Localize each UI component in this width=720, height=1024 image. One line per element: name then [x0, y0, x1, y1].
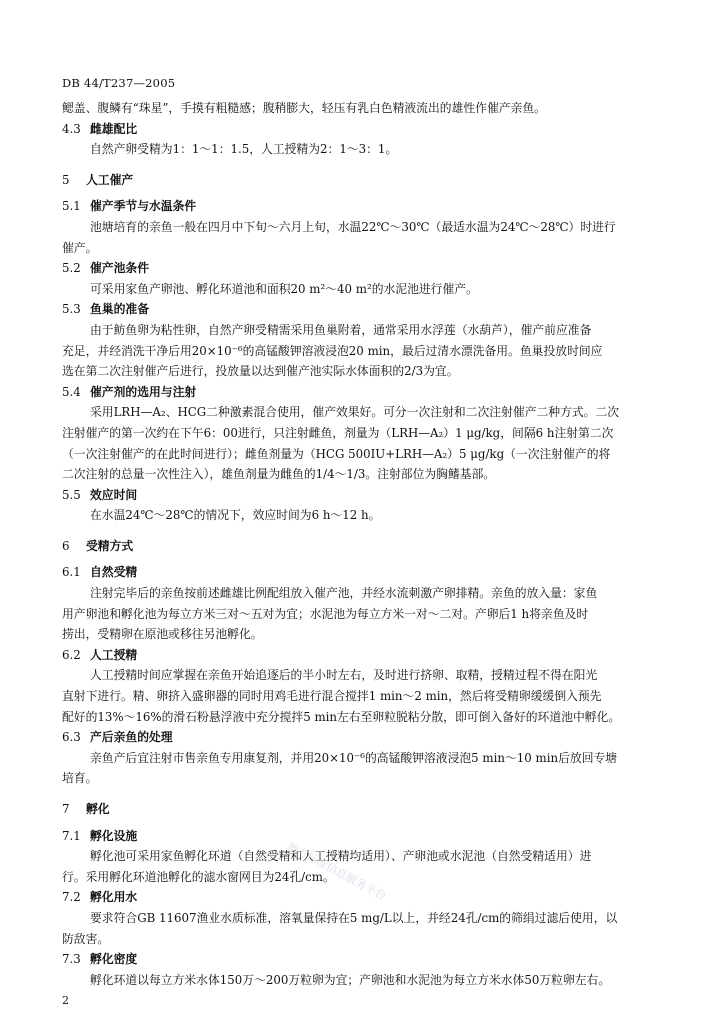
text-line: 行。采用孵化环道池孵化的滤水窗网目为24孔/cm。	[62, 869, 335, 884]
text-line: 培育。	[62, 771, 98, 786]
section-6-1-heading: 6.1 自然受精	[62, 565, 138, 580]
section-6-heading: 6 受精方式	[62, 538, 134, 553]
text-line: 催产。	[62, 240, 98, 255]
section-7-1-heading: 7.1 孵化设施	[62, 828, 138, 843]
text-line: 由于鲂鱼卵为粘性卵，自然产卵受精需采用鱼巢附着，通常采用水浮莲（水葫芦），催产前应准备	[90, 322, 592, 337]
section-7-2-heading: 7.2 孵化用水	[62, 890, 138, 905]
text-line: 捞出，受精卵在原池或移往另池孵化。	[62, 627, 263, 642]
text-line: 可采用家鱼产卵池、孵化环道池和面积20 m²～40 m²的水泥池进行催产。	[90, 281, 478, 296]
section-6-3-heading: 6.3 产后亲鱼的处理	[62, 730, 173, 745]
text-line: 池塘培育的亲鱼一般在四月中下旬～六月上旬，水温22℃～30℃（最适水温为24℃～28℃）时进行	[90, 219, 616, 234]
text-line: 选在第二次注射催产后进行，投放量以达到催产池实际水体面积的2/3为宜。	[62, 364, 459, 379]
text-line: 要求符合GB 11607渔业水质标准，溶氧量保持在5 mg/L以上，并经24孔/cm的筛绢过滤后使用，以	[90, 910, 618, 925]
section-4-3-heading: 4.3 雌雄配比	[62, 121, 138, 136]
text-line: 亲鱼产后宜注射市售亲鱼专用康复剂，并用20×10⁻⁶的高锰酸钾溶液浸泡5 min～10 min后放回专塘	[90, 750, 618, 765]
text-line: 防敌害。	[62, 931, 110, 946]
text-line: 采用LRH—A₂、HCG二种激素混合使用，催产效果好。可分一次注射和二次注射催产二种方式。二次	[90, 405, 620, 420]
section-6-2-heading: 6.2 人工授精	[62, 647, 138, 662]
section-5-heading: 5 人工催产	[62, 172, 134, 187]
text-line: 二次注射的总量一次性注入），雄鱼剂量为雌鱼的1/4～1/3。注射部位为胸鳍基部。	[62, 467, 496, 482]
text-line: 在水温24℃～28℃的情况下，效应时间为6 h～12 h。	[90, 508, 381, 523]
document-code: DB 44/T237—2005	[62, 76, 176, 90]
text-line: 自然产卵受精为1：1～1：1.5，人工授精为2：1～3：1。	[90, 142, 398, 157]
text-line: 注射催产的第一次约在下午6：00进行，只注射雌鱼，剂量为（LRH—A₂）1 μg/kg，间隔6 h注射第二次	[62, 425, 614, 440]
document-body	[62, 98, 670, 990]
section-7-heading: 7 孵化	[62, 802, 110, 816]
text-line: 用产卵池和孵化池为每立方米三对～五对为宜；水泥池为每立方米一对～二对。产卵后1 h将亲鱼及时	[62, 606, 589, 621]
page-number: 2	[62, 994, 69, 1007]
watermark: 地方标准信息服务平台	[284, 839, 389, 903]
text-line: 直射下进行。精、卵挤入盛卵器的同时用鸡毛进行混合搅拌1 min～2 min，然后将受精卵缓缓倒入预先	[62, 689, 602, 704]
text-line: 人工授精时间应掌握在亲鱼开始追逐后的半小时左右，及时进行挤卵、取精，授精过程不得在阳光	[90, 668, 598, 683]
section-5-5-heading: 5.5 效应时间	[62, 487, 138, 502]
section-5-3-heading: 5.3 鱼巢的准备	[62, 302, 149, 317]
text-line: 注射完毕后的亲鱼按前述雌雄比例配组放入催产池，并经水流刺激产卵排精。亲鱼的放入量：家鱼	[90, 586, 598, 601]
text-line: 充足，并经消洗干净后用20×10⁻⁶的高锰酸钾溶液浸泡20 min，最后过清水漂洗备用。鱼巢投放时间应	[62, 343, 603, 358]
text-line: 孵化环道以每立方米水体150万～200万粒卵为宜；产卵池和水泥池为每立方米水体50万粒卵左右。	[90, 972, 611, 987]
section-7-3-heading: 7.3 孵化密度	[62, 952, 138, 967]
section-5-4-heading: 5.4 催产剂的选用与注射	[62, 384, 197, 399]
text-line: 鳃盖、腹鳞有“珠星”，手摸有粗糙感；腹稍膨大，轻压有乳白色精液流出的雄性作催产亲鱼。	[62, 101, 546, 115]
text-line: 孵化池可采用家鱼孵化环道（自然受精和人工授精均适用）、产卵池或水泥池（自然受精适用）进	[90, 849, 592, 864]
text-line: （一次注射催产的在此时间进行）；雌鱼剂量为（HCG 500IU+LRH—A₂）5 μg/kg（一次注射催产的将	[62, 446, 611, 461]
section-5-1-heading: 5.1 催产季节与水温条件	[62, 199, 197, 214]
section-5-2-heading: 5.2 催产池条件	[62, 261, 149, 276]
text-line: 配好的13%～16%的滑石粉悬浮液中充分搅拌5 min左右至卵粒脱粘分散，即可倒入备好的环道池中孵化。	[62, 709, 621, 724]
